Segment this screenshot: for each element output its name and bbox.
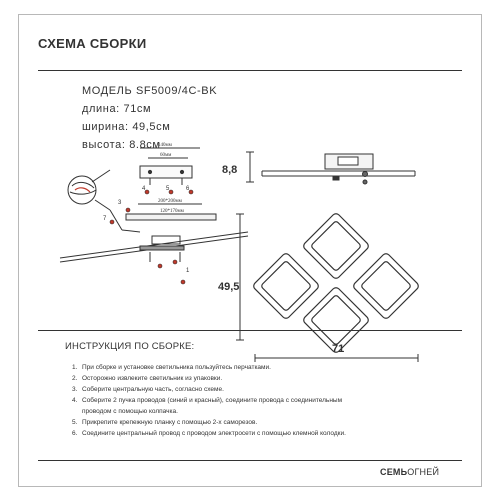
step-number: 4. [72,397,78,404]
dim-height-label: 8,8 [222,164,238,176]
lamp-frame [252,212,420,354]
top-divider [38,70,462,71]
step-number: 3. [72,386,78,393]
instruction-step [72,417,472,428]
callout-6: 6 [186,186,190,192]
callout-3: 3 [118,200,122,206]
dim-60: 60мм [160,153,172,158]
spec-length: длина: 71см [82,103,152,115]
bottom-divider [38,460,462,461]
dim-width-label: 49,5 [218,281,240,293]
brand-bold: СЕМЬ [380,467,408,477]
instruction-step [72,395,472,406]
step-text: Прикрепите крепежную планку с помощью 2-х саморезов. [82,419,258,426]
step-number: 5. [72,419,78,426]
side-profile [246,152,415,184]
step-number [72,406,82,417]
spec-width: ширина: 49,5см [82,121,171,133]
step-number: 2. [72,375,78,382]
step-number: 1. [72,364,78,371]
callout-7: 7 [103,216,107,222]
instruction-step-continuation [72,406,472,417]
step-text: Соберите 2 пучка проводов (синий и красный), соедините провода с соединительным [82,397,343,404]
assembly-drawing [40,136,470,372]
dim-140: 140мм [158,143,172,148]
dim-length-label: 71 [332,343,345,355]
central-mount [60,204,248,262]
instruction-steps [72,362,472,439]
callout-5: 5 [166,186,170,192]
instructions-title: ИНСТРУКЦИЯ ПО СБОРКЕ: [65,341,195,352]
instruction-step [72,362,472,373]
instruction-step [72,428,472,439]
step-text: При сборке и установке светильника пользуйтесь перчатками. [82,364,271,371]
brand-logo [380,467,439,477]
middle-divider [38,330,462,331]
step-text: Осторожно извлеките светильник из упаковки. [82,375,223,382]
wiring-sketch [68,170,140,232]
spec-model: МОДЕЛЬ SF5009/4C-BK [82,85,218,97]
brand-rest: ОГНЕЙ [407,467,440,477]
step-text: Соедините центральный провод с проводом электросети с помощью клемной колодки. [82,430,346,437]
callout-1: 1 [186,268,190,274]
step-text: Соберите центральную часть, согласно схеме. [82,386,224,393]
step-number: 6. [72,430,78,437]
instruction-step [72,373,472,384]
step-text: проводом с помощью колпачка. [82,408,178,415]
spec-height: высота: 8.8см [82,139,161,151]
instruction-step [72,384,472,395]
dim-200: 200*200мм [158,199,182,204]
dim-120: 120*170мм [160,209,184,214]
callout-4: 4 [142,186,146,192]
page-title: СХЕМА СБОРКИ [38,36,147,51]
wire-red [75,188,90,192]
